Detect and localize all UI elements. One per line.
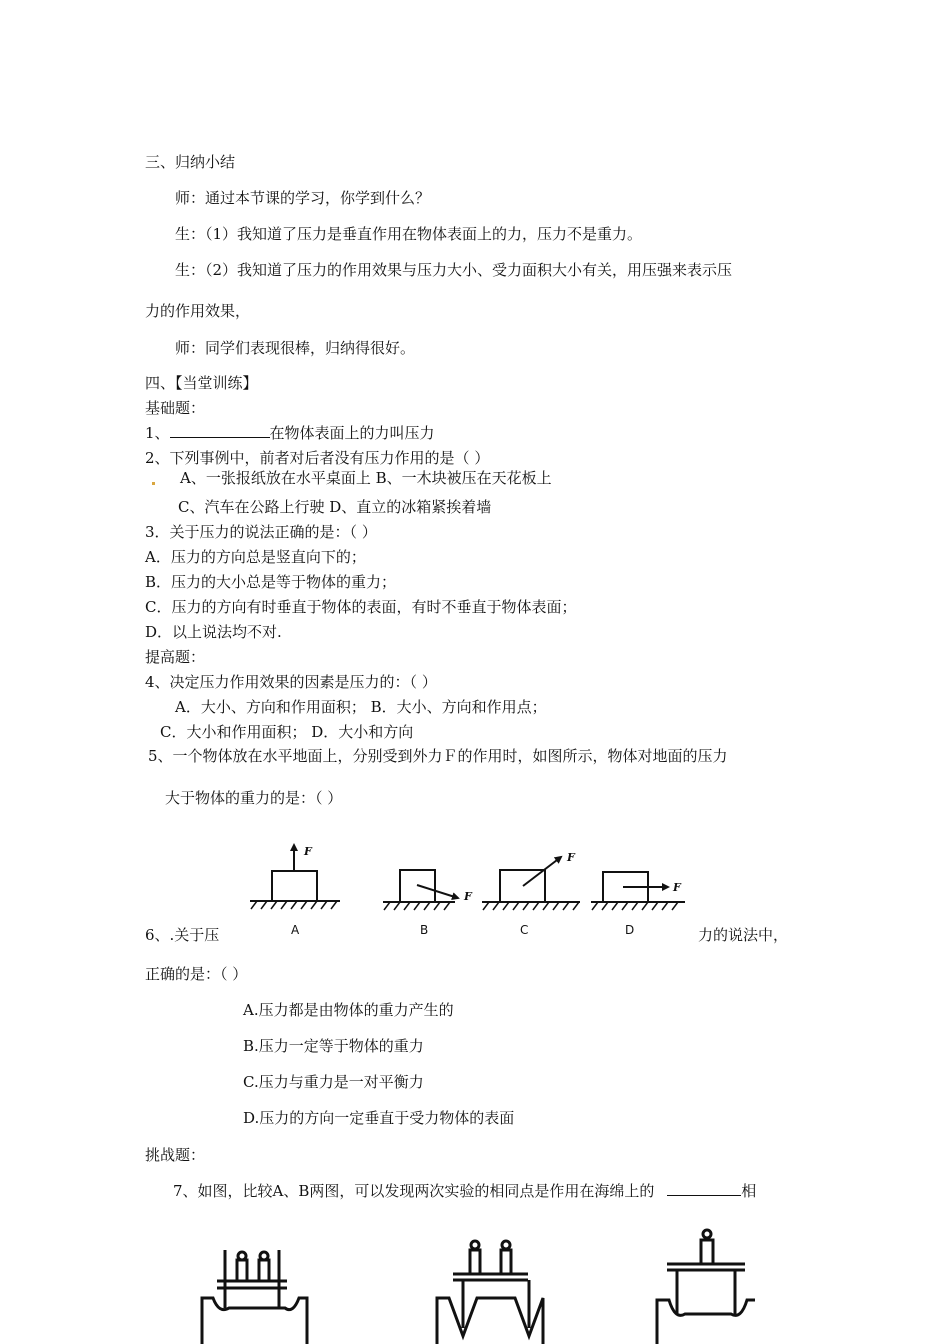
force-arrow-b bbox=[417, 885, 458, 898]
question-5: 5、一个物体放在水平地面上，分别受到外力Ｆ的作用时，如图所示，物体对地面的压力 bbox=[148, 747, 728, 765]
question-6-cont: 正确的是：（ ） bbox=[145, 965, 248, 983]
question-5-cont: 大于物体的重力的是：（ ） bbox=[165, 789, 343, 807]
block-a bbox=[272, 871, 317, 901]
basic-questions-label: 基础题： bbox=[145, 399, 206, 417]
question-6-tail: 力的说法中， bbox=[698, 926, 789, 944]
force-label-a: F bbox=[304, 845, 312, 858]
question-6-option-d: D.压力的方向一定垂直于受力物体的表面 bbox=[243, 1109, 515, 1127]
question-4: 4、决定压力作用效果的因素是压力的：（ ） bbox=[145, 673, 437, 691]
figure-label-a: A bbox=[291, 923, 300, 937]
question-1 bbox=[145, 423, 435, 443]
force-label-b: F bbox=[464, 890, 472, 903]
sponge-experiment-figure bbox=[195, 1228, 755, 1344]
answer-blank[interactable] bbox=[170, 423, 270, 438]
student-answer-2: 生：（2）我知道了压力的作用效果与压力大小、受力面积大小有关，用压强来表示压 bbox=[175, 261, 733, 279]
question-2-options-ab: A、一张报纸放在水平桌面上 B、一木块被压在天花板上 bbox=[180, 469, 552, 487]
question-6-option-a: A.压力都是由物体的重力产生的 bbox=[243, 1001, 454, 1019]
question-3-option-a: A．压力的方向总是竖直向下的； bbox=[145, 548, 366, 566]
figure-label-c: C bbox=[520, 923, 529, 937]
student-answer-1: 生：（1）我知道了压力是垂直作用在物体表面上的力，压力不是重力。 bbox=[175, 225, 643, 243]
question-1-number: 1、 bbox=[145, 424, 170, 442]
figure-label-d: D bbox=[625, 923, 635, 937]
force-diagram-figure bbox=[245, 835, 695, 945]
question-3: 3．关于压力的说法正确的是：（ ） bbox=[145, 523, 377, 541]
stray-mark bbox=[152, 482, 155, 485]
advanced-questions-label: 提高题： bbox=[145, 648, 206, 666]
question-6: 6、.关于压 bbox=[145, 926, 220, 944]
figure-label-b: B bbox=[420, 923, 429, 937]
teacher-question: 师：通过本节课的学习，你学到什么？ bbox=[175, 189, 431, 207]
force-label-c: F bbox=[567, 851, 575, 864]
question-6-option-b: B.压力一定等于物体的重力 bbox=[243, 1037, 424, 1055]
student-answer-2-cont: 力的作用效果， bbox=[145, 302, 251, 320]
force-label-d: F bbox=[673, 881, 681, 894]
question-3-option-d: D．以上说法均不对. bbox=[145, 623, 282, 641]
question-3-option-c: C．压力的方向有时垂直于物体的表面，有时不垂直于物体表面； bbox=[145, 598, 577, 616]
question-2: 2、下列事例中，前者对后者没有压力作用的是（ ） bbox=[145, 449, 490, 467]
question-1-text: 在物体表面上的力叫压力 bbox=[269, 424, 435, 442]
question-3-option-b: B．压力的大小总是等于物体的重力； bbox=[145, 573, 397, 591]
question-7-text: 7、如图，比较A、B两图，可以发现两次实验的相同点是作用在海绵上的 bbox=[173, 1182, 655, 1200]
sponge-setup-c bbox=[657, 1230, 755, 1344]
section-practice-heading: 四、【当堂训练】 bbox=[145, 374, 258, 392]
question-7 bbox=[173, 1181, 756, 1201]
teacher-closing: 师：同学们表现很棒，归纳得很好。 bbox=[175, 339, 416, 357]
sponge-setup-b bbox=[437, 1241, 543, 1344]
question-2-options-cd: C、汽车在公路上行驶 D、直立的冰箱紧挨着墙 bbox=[178, 498, 492, 516]
answer-blank[interactable] bbox=[667, 1181, 741, 1196]
challenge-questions-label: 挑战题： bbox=[145, 1146, 206, 1164]
question-4-options-ab: A．大小、方向和作用面积； B．大小、方向和作用点； bbox=[175, 698, 547, 716]
sponge-setup-a bbox=[202, 1250, 307, 1344]
section-summary-heading: 三、归纳小结 bbox=[145, 153, 236, 171]
question-4-options-cd: C．大小和作用面积； D．大小和方向 bbox=[160, 723, 414, 741]
question-7-tail: 相 bbox=[741, 1182, 757, 1200]
force-arrow-c bbox=[523, 857, 561, 886]
question-6-option-c: C.压力与重力是一对平衡力 bbox=[243, 1073, 424, 1091]
